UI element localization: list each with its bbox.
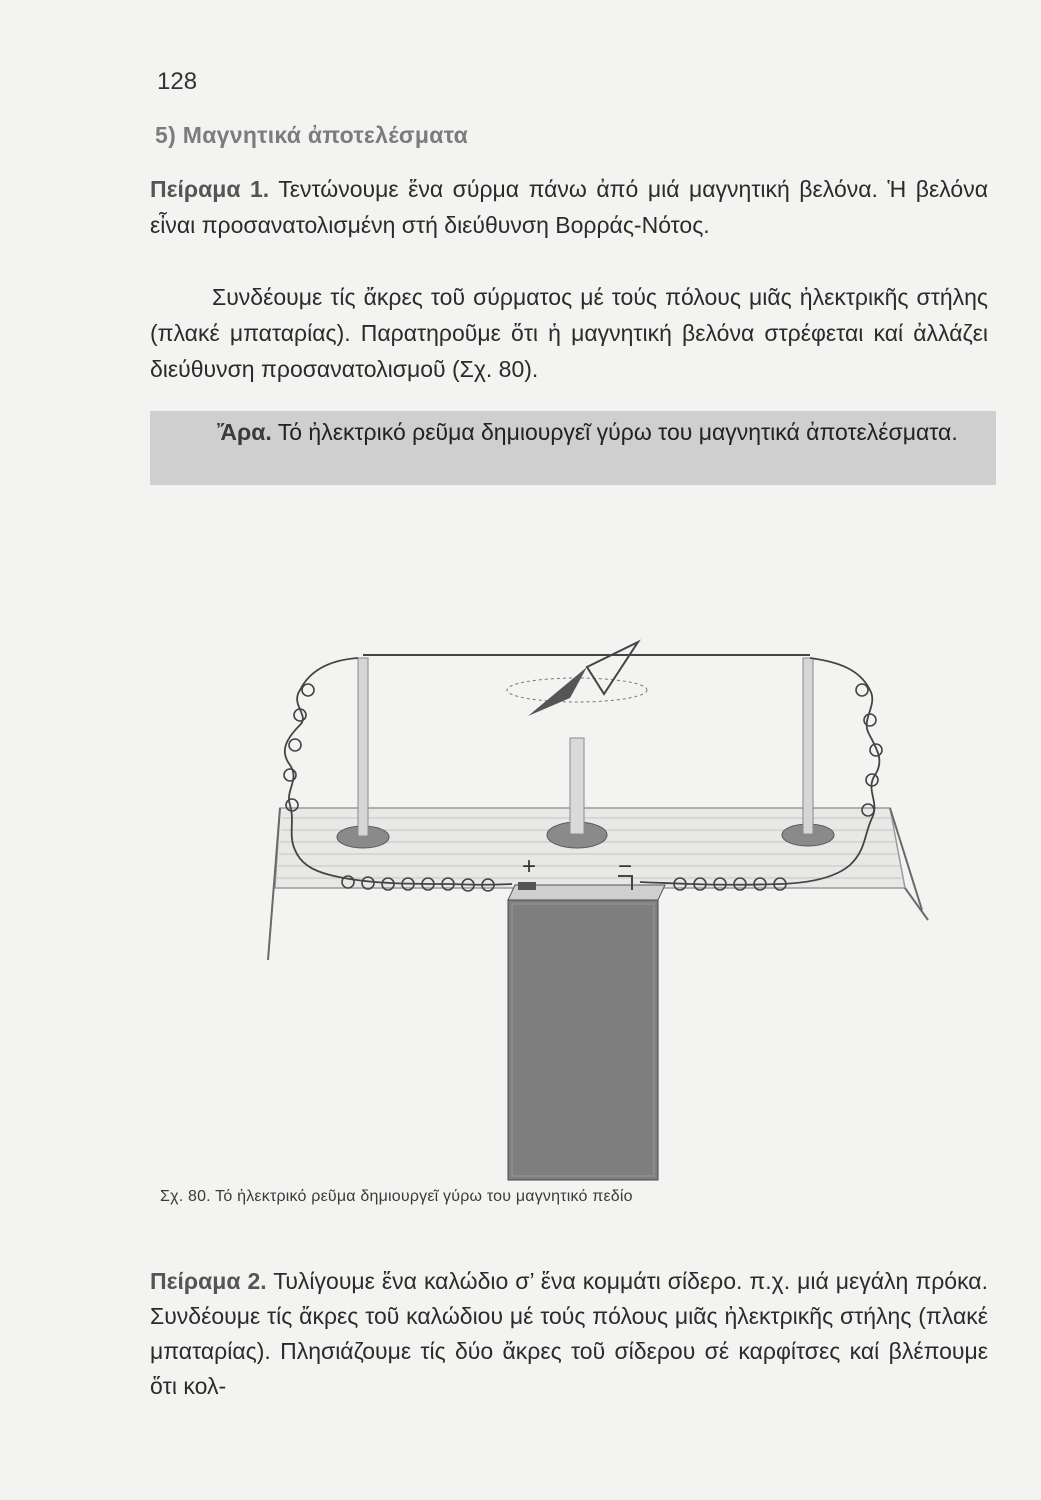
experiment2-paragraph <box>150 1264 988 1404</box>
battery-plus-sign: + <box>522 853 537 880</box>
experiment1-paragraph <box>150 171 988 243</box>
section-heading: 5) Μαγνητικά ἀποτελέσματα <box>155 122 469 148</box>
battery-minus-sign: − <box>618 853 633 880</box>
experiment1-text: Τεντώνουμε ἕνα σύρμα πάνω ἀπό μιά μαγνητική βελόνα. Ἡ βελόνα εἶναι προσανατολισμένη στή διεύθυνση Βορράς-Νότος. <box>150 176 988 239</box>
experiment2-text: Τυλίγουμε ἕνα καλώδιο σ’ ἕνα κομμάτι σίδερο. π.χ. μιά μεγάλη πρόκα. Συνδέουμε τίς ἄκρες τοῦ καλώδιου μέ τούς πόλους μιᾶς ἠλεκτρικῆς στήλης (πλακέ μπαταρίας). Πλησιάζουμε τίς δύο ἄκρες τοῦ σίδερου σέ καρφίτσες καί βλέπουμε ὅτι κολ- <box>150 1268 988 1399</box>
figure-80-illustration <box>150 490 1000 1190</box>
experiment2-label: Πείραμα 2. <box>150 1268 267 1294</box>
battery <box>508 876 665 1180</box>
conclusion-label: Ἄρα. <box>217 419 272 445</box>
conclusion <box>150 414 988 450</box>
conclusion-text: Τό ἠλεκτρικό ρεῦμα δημιουργεῖ γύρω του μαγνητικά ἀποτελέσματα. <box>271 419 958 445</box>
page-number: 128 <box>157 68 198 95</box>
figure-caption: Σχ. 80. Τό ἠλεκτρικό ρεῦμα δημιουργεῖ γύρω του μαγνητικό πεδίο <box>160 1188 633 1205</box>
experiment1-paragraph-2: Συνδέουμε τίς ἄκρες τοῦ σύρματος μέ τούς πόλους μιᾶς ἠλεκτρικῆς στήλης (πλακέ μπαταρίας). Παρατηροῦμε ὅτι ἡ μαγνητική βελόνα στρέφεται καί ἀλλάζει διεύθυνση προσανατολισμοῦ (Σχ. 80). <box>150 284 988 383</box>
magnetic-needle <box>507 642 647 716</box>
compass-stand <box>547 738 607 848</box>
experiment1-label: Πείραμα 1. <box>150 176 270 202</box>
